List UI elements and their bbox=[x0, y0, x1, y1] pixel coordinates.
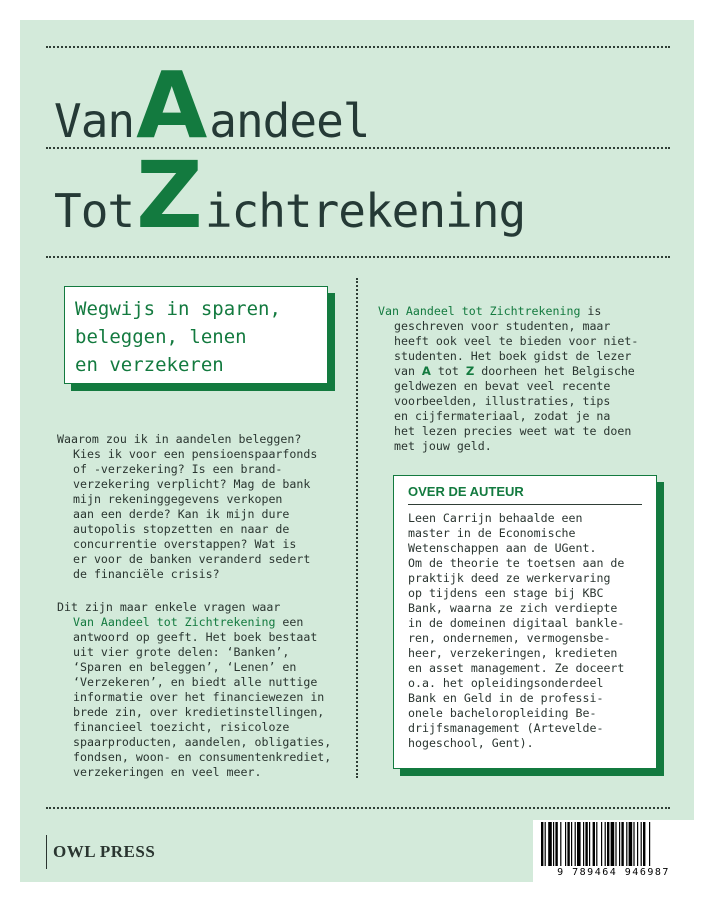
left-para-2-line: ‘Sparen en beleggen’, ‘Lenen’ en bbox=[73, 660, 297, 674]
right-intro-title-line bbox=[378, 304, 678, 319]
publisher-logo bbox=[46, 835, 155, 869]
right-intro-line: met jouw geld. bbox=[394, 439, 492, 453]
author-bio-line: ren, ondernemen, vermogensbe- bbox=[408, 631, 611, 645]
left-para-2-line: informatie over het financiewezen in bbox=[73, 690, 325, 704]
title-word-ichtrekening: ichtrekening bbox=[204, 184, 526, 238]
barcode-bar bbox=[633, 822, 634, 866]
barcode-bar bbox=[605, 822, 606, 866]
barcode-bar bbox=[583, 822, 584, 866]
title-word-andeel: andeel bbox=[209, 94, 370, 148]
right-intro-line: geldwezen en bevat veel recente bbox=[394, 379, 611, 393]
barcode-bar bbox=[621, 822, 623, 866]
barcode-bar bbox=[560, 822, 561, 866]
left-para-2-line: uit vier grote delen: ‘Banken’, bbox=[73, 645, 290, 659]
left-para-2-line: antwoord op geeft. Het boek bestaat bbox=[73, 630, 318, 644]
title-line-2 bbox=[54, 142, 526, 249]
right-intro bbox=[378, 304, 678, 454]
author-bio-line: hogeschool, Gent). bbox=[408, 736, 534, 750]
left-para-1 bbox=[57, 432, 357, 582]
left-para-1-line: autopolis stopzetten en naar de bbox=[73, 522, 290, 536]
author-bio-line: Om de theorie te toetsen aan de bbox=[408, 556, 625, 570]
author-bio-line: Leen Carrijn behaalde een bbox=[408, 511, 583, 525]
barcode-bar bbox=[607, 822, 609, 866]
left-para-2-title-line bbox=[57, 615, 367, 630]
author-bio-line: drijfsmanagement (Artevelde- bbox=[408, 721, 604, 735]
publisher-name: OWL PRESS bbox=[53, 842, 156, 861]
barcode-bar bbox=[575, 822, 576, 866]
right-intro-az-line bbox=[378, 364, 678, 379]
barcode-bar bbox=[553, 822, 554, 866]
author-bio-line: in de domeinen digitaal bankle- bbox=[408, 616, 625, 630]
barcode-bar bbox=[629, 822, 633, 866]
author-bio-line: heer, verzekeringen, kredieten bbox=[408, 646, 618, 660]
left-para-2-line: ‘Verzekeren’, en biedt alle nuttige bbox=[73, 675, 318, 689]
barcode-bar bbox=[548, 822, 552, 866]
author-bio-line: Bank, waarna ze zich verdiepte bbox=[408, 601, 618, 615]
back-cover bbox=[20, 20, 694, 882]
right-intro-line: voorbeelden, illustraties, tips bbox=[394, 394, 611, 408]
barcode-bar bbox=[555, 822, 557, 866]
barcode-bar bbox=[589, 822, 590, 866]
author-bio-line: o.a. het opleidingsonderdeel bbox=[408, 676, 604, 690]
left-para-1-line: concurrentie overstappen? Wat is bbox=[73, 537, 297, 551]
right-intro-line: studenten. Het boek gidst de lezer bbox=[394, 349, 632, 363]
book-title-mention: Van Aandeel tot Zichtrekening bbox=[378, 304, 581, 318]
barcode-bar bbox=[626, 822, 627, 866]
barcode-bar bbox=[649, 822, 650, 866]
barcode-bars bbox=[537, 822, 690, 866]
barcode-bar bbox=[567, 822, 569, 866]
left-para-2-line: Dit zijn maar enkele vragen waar bbox=[57, 600, 281, 614]
barcode-bar bbox=[641, 822, 642, 866]
author-bio-line: praktijk deed ze werkervaring bbox=[408, 571, 611, 585]
barcode-bar bbox=[615, 822, 616, 866]
left-para-1-line: aan een derde? Kan ik mijn dure bbox=[73, 507, 290, 521]
barcode-bar bbox=[596, 822, 597, 866]
right-intro-tot: tot bbox=[430, 364, 466, 378]
left-para-2-line: brede zin, over kredietinstellingen, bbox=[73, 705, 325, 719]
barcode-bar bbox=[619, 822, 620, 866]
left-para-1-line: de financiële crisis? bbox=[73, 567, 220, 581]
left-para-1-line: of -verzekering? Is een brand- bbox=[73, 462, 283, 476]
left-para-1-line: mijn rekeninggegevens verkopen bbox=[73, 492, 283, 506]
left-para-2-line: fondsen, woon- en consumentenkrediet, bbox=[73, 750, 332, 764]
title-big-letter-z: Z bbox=[136, 142, 203, 249]
isbn-barcode bbox=[533, 820, 694, 882]
left-para-2 bbox=[57, 600, 367, 780]
right-intro-line: het lezen precies weet wat te doen bbox=[394, 424, 632, 438]
left-para-2-line: financieel toezicht, risicoloze bbox=[73, 720, 290, 734]
author-bio-line: master in de Economische bbox=[408, 526, 576, 540]
left-para-1-line: er voor de banken veranderd sedert bbox=[73, 552, 311, 566]
letter-a-highlight: A bbox=[421, 364, 431, 378]
author-bio bbox=[408, 511, 646, 751]
right-intro-az-suffix: doorheen het Belgische bbox=[474, 364, 635, 378]
author-bio-line: Bank en Geld in de professi- bbox=[408, 691, 604, 705]
barcode-bar bbox=[593, 822, 595, 866]
isbn-number: 9 789464 946987 bbox=[557, 867, 670, 878]
subtitle-text: Wegwijs in sparen, beleggen, lenen en verzekeren bbox=[75, 298, 281, 376]
barcode-bar bbox=[601, 822, 602, 866]
divider-bottom bbox=[46, 807, 670, 809]
left-para-2-line: verzekeringen en veel meer. bbox=[73, 765, 262, 779]
barcode-bar bbox=[637, 822, 638, 866]
author-bio-line: op tijdens een stage bij KBC bbox=[408, 586, 604, 600]
barcode-bar bbox=[643, 822, 645, 866]
left-para-2-title-suffix: een bbox=[275, 615, 304, 629]
right-intro-suffix: is bbox=[580, 304, 602, 318]
title-big-letter-a: A bbox=[136, 52, 208, 159]
barcode-bar bbox=[541, 822, 543, 866]
barcode-bar bbox=[565, 822, 566, 866]
author-heading: OVER DE AUTEUR bbox=[408, 484, 642, 505]
title-word-tot: Tot bbox=[54, 184, 135, 238]
author-bio-line: en asset management. Ze doceert bbox=[408, 661, 625, 675]
author-bio-line: Wetenschappen aan de UGent. bbox=[408, 541, 597, 555]
divider-under-title bbox=[46, 256, 670, 258]
left-para-1-line: verzekering verplicht? Mag de bank bbox=[73, 477, 311, 491]
barcode-bar bbox=[577, 822, 581, 866]
title-line-1 bbox=[54, 52, 370, 159]
title-word-van: Van bbox=[54, 94, 135, 148]
barcode-bar bbox=[545, 822, 546, 866]
barcode-bar bbox=[585, 822, 587, 866]
author-box bbox=[393, 475, 657, 769]
divider-top bbox=[46, 46, 670, 48]
letter-z-highlight: Z bbox=[465, 364, 475, 378]
right-intro-line: en cijfermateriaal, zodat je na bbox=[394, 409, 611, 423]
right-intro-line: heeft ook veel te bieden voor niet- bbox=[394, 334, 639, 348]
right-intro-van: van bbox=[394, 364, 422, 378]
left-para-1-line: Kies ik voor een pensioenspaarfonds bbox=[73, 447, 318, 461]
barcode-bar bbox=[571, 822, 572, 866]
right-intro-line: geschreven voor studenten, maar bbox=[394, 319, 611, 333]
author-bio-line: onele bacheloropleiding Be- bbox=[408, 706, 597, 720]
left-para-1-line: Waarom zou ik in aandelen beleggen? bbox=[57, 432, 302, 446]
left-para-2-line: spaarproducten, aandelen, obligaties, bbox=[73, 735, 332, 749]
subtitle-box bbox=[64, 286, 328, 384]
book-title-mention: Van Aandeel tot Zichtrekening bbox=[73, 615, 276, 629]
barcode-bar bbox=[611, 822, 615, 866]
